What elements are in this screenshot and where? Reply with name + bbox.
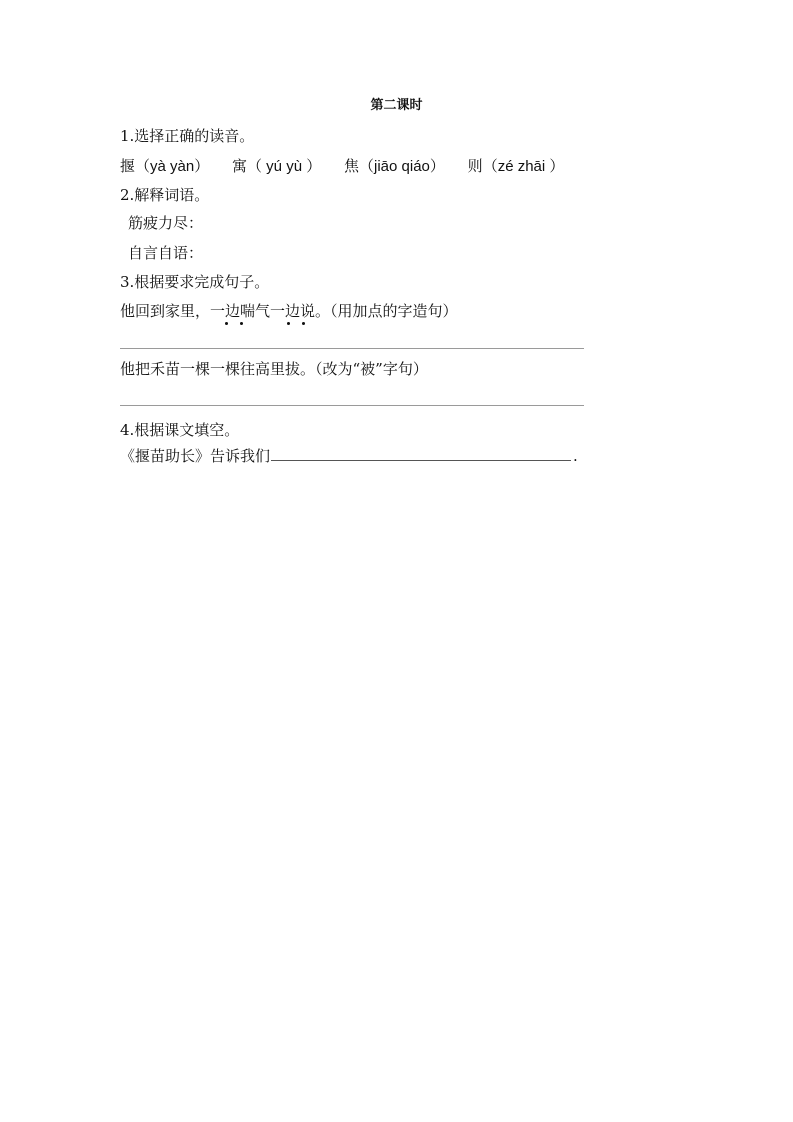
question-2-word-2: 自言自语： — [128, 244, 204, 262]
pinyin-options-4: （zé zhāi ） — [482, 158, 565, 175]
question-2-heading: 2.解释词语。 — [120, 186, 210, 204]
answer-line-1[interactable] — [120, 348, 584, 349]
emphasis-dot — [240, 322, 243, 325]
pinyin-options-2: （ yú yù ） — [247, 158, 322, 175]
pinyin-item-1 — [120, 157, 209, 175]
emphasis-dot — [302, 322, 305, 325]
question-3-sentence-1: 他回到家里，一边喘气一边说。（用加点的字造句） — [120, 302, 458, 320]
question-2-word-1: 筋疲力尽： — [128, 214, 204, 232]
fill-in-blank[interactable] — [271, 446, 571, 461]
page-title: 第二课时 — [370, 98, 423, 113]
pinyin-char-3: 焦 — [343, 157, 359, 175]
question-3-heading: 3.根据要求完成句子。 — [120, 273, 270, 291]
answer-line-2[interactable] — [120, 405, 584, 406]
pinyin-item-2 — [232, 157, 321, 175]
question-4-prefix: 《揠苗助长》告诉我们 — [120, 447, 271, 465]
question-1-heading: 1.选择正确的读音。 — [120, 127, 255, 145]
question-1-pinyin-row — [120, 156, 582, 177]
question-4-fill-line — [120, 446, 578, 466]
pinyin-item-4 — [468, 157, 565, 175]
pinyin-options-3: （jiāo qiáo） — [359, 158, 445, 175]
pinyin-options-1: （yà yàn） — [135, 158, 210, 175]
pinyin-char-2: 寓 — [232, 157, 248, 175]
emphasis-dot — [225, 322, 228, 325]
pinyin-item-3 — [344, 157, 445, 175]
pinyin-char-4: 则 — [467, 157, 483, 175]
emphasis-dot — [287, 322, 290, 325]
pinyin-char-1: 揠 — [120, 157, 136, 175]
question-4-heading: 4.根据课文填空。 — [120, 421, 240, 439]
question-3-sentence-2: 他把禾苗一棵一棵往高里拔。（改为“被”字句） — [120, 360, 428, 378]
question-4-suffix: . — [573, 447, 578, 465]
